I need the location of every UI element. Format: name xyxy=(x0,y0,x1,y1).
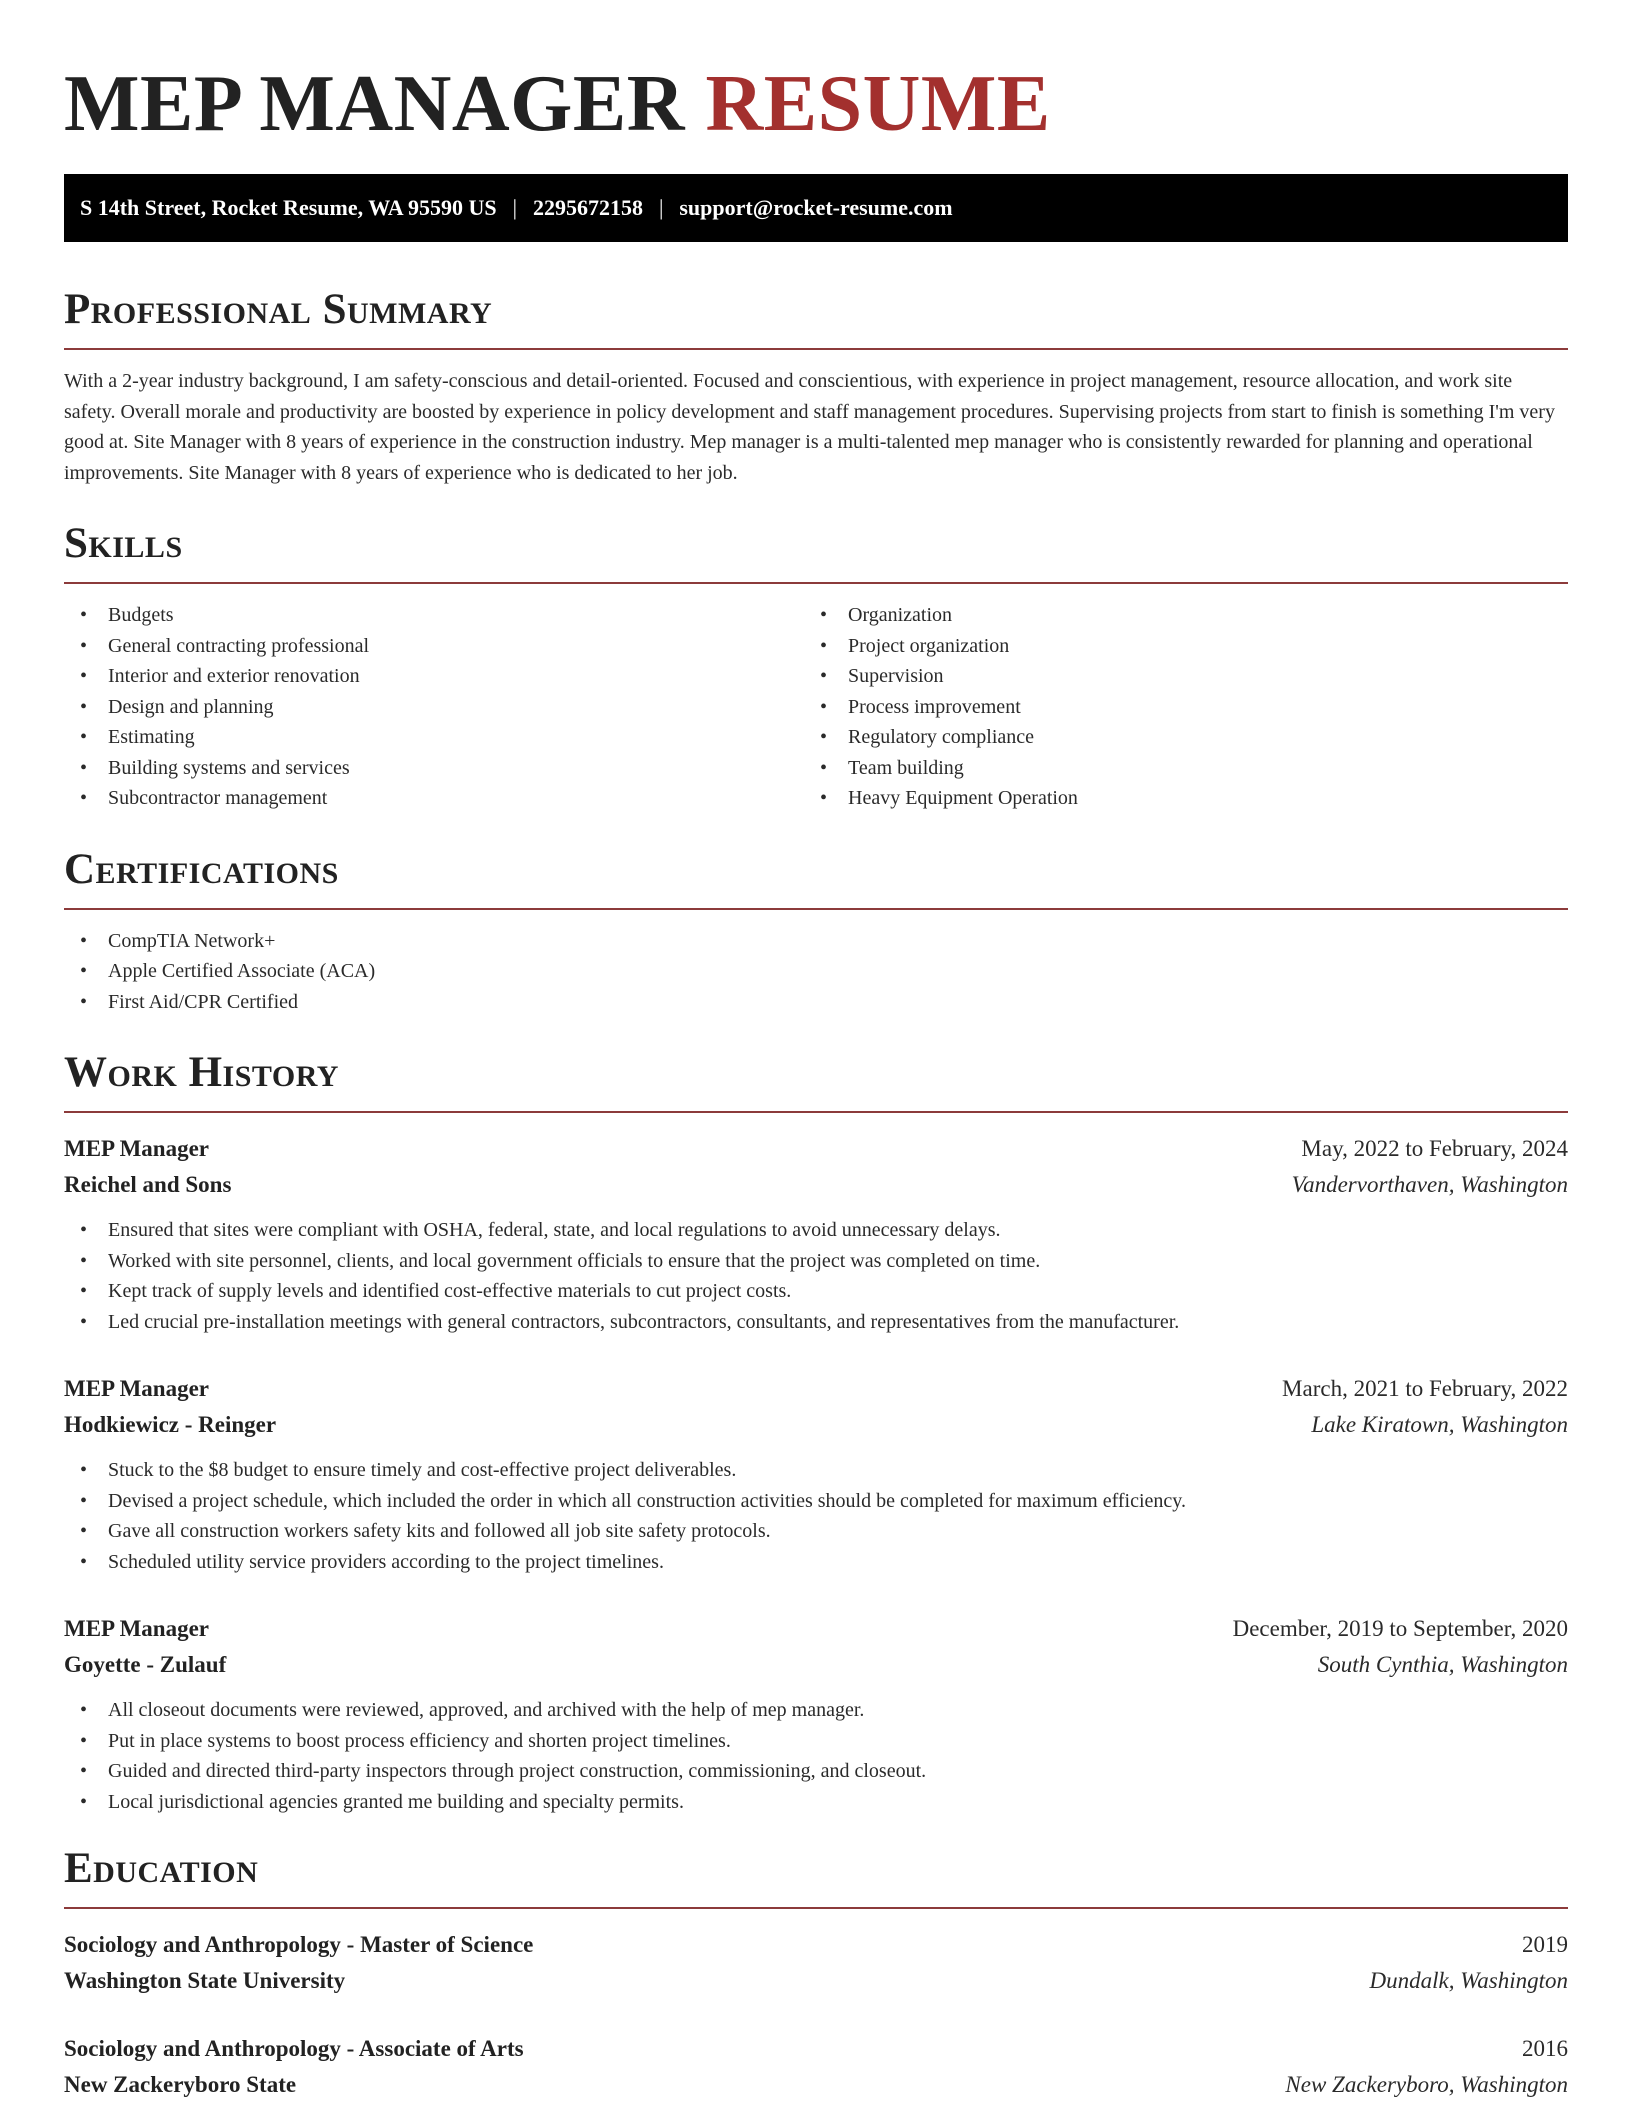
job-company: Hodkiewicz - Reinger xyxy=(64,1412,277,1437)
job-location: Vandervorthaven, Washington xyxy=(1291,1172,1568,1197)
education-school: Washington State University xyxy=(64,1968,346,1993)
job-header-row xyxy=(64,1611,1568,1647)
job-role: MEP Manager xyxy=(64,1376,209,1401)
education-degree-row xyxy=(64,2031,1568,2067)
job-duties xyxy=(64,1695,1568,1817)
title-main: MEP MANAGER xyxy=(64,60,686,148)
skill-item: • Heavy Equipment Operation xyxy=(804,783,1544,814)
job-duty: • Worked with site personnel, clients, and local government officials to ensure that the project was completed on time. xyxy=(64,1246,1568,1277)
section-divider xyxy=(64,908,1568,910)
certifications-heading: Certifications xyxy=(64,845,339,893)
certification-item: • Apple Certified Associate (ACA) xyxy=(64,956,1568,987)
job-dates: December, 2019 to September, 2020 xyxy=(1232,1616,1568,1641)
job-company: Goyette - Zulauf xyxy=(64,1652,227,1677)
skill-item: • Building systems and services xyxy=(64,753,804,784)
job-duty: • Stuck to the $8 budget to ensure timely and cost-effective project deliverables. xyxy=(64,1455,1568,1486)
section-divider xyxy=(64,582,1568,584)
education-degree: Sociology and Anthropology - Associate of Arts xyxy=(64,2036,524,2061)
skill-item: • Process improvement xyxy=(804,692,1544,723)
education-entry xyxy=(64,1927,1568,1999)
summary-heading: Professional Summary xyxy=(64,286,493,333)
skills-list-left xyxy=(64,600,804,814)
education-year: 2019 xyxy=(1522,1932,1568,1957)
certifications-list xyxy=(64,926,1568,1018)
section-divider xyxy=(64,1907,1568,1909)
job-duty: • Put in place systems to boost process efficiency and shorten project timelines. xyxy=(64,1726,1568,1757)
job-entry xyxy=(64,1611,1568,1817)
skill-item: • Budgets xyxy=(64,600,804,631)
education-entry xyxy=(64,2031,1568,2103)
skills-list-right xyxy=(804,600,1544,814)
job-duty: • Gave all construction workers safety kits and followed all job site safety protocols. xyxy=(64,1516,1568,1547)
education-location: New Zackeryboro, Washington xyxy=(1285,2072,1568,2097)
skills-columns xyxy=(64,600,1568,814)
contact-separator: | xyxy=(658,195,664,220)
skill-item: • Estimating xyxy=(64,722,804,753)
skills-heading: Skills xyxy=(64,520,183,567)
resume-title xyxy=(64,58,1568,150)
job-company-row xyxy=(64,1407,1568,1443)
work-history-heading: Work History xyxy=(64,1049,339,1096)
skill-item: • General contracting professional xyxy=(64,631,804,662)
education-year: 2016 xyxy=(1522,2036,1568,2061)
resume-page xyxy=(64,0,1568,2112)
education-degree: Sociology and Anthropology - Master of Science xyxy=(64,1932,534,1957)
job-location: South Cynthia, Washington xyxy=(1317,1652,1568,1677)
skill-item: • Organization xyxy=(804,600,1544,631)
job-duty: • Guided and directed third-party inspectors through project construction, commissioning, and closeout. xyxy=(64,1756,1568,1787)
job-role: MEP Manager xyxy=(64,1616,209,1641)
skill-item: • Project organization xyxy=(804,631,1544,662)
certification-item: • First Aid/CPR Certified xyxy=(64,987,1568,1018)
contact-separator: | xyxy=(512,195,517,220)
job-entry xyxy=(64,1371,1568,1577)
job-company: Reichel and Sons xyxy=(64,1172,232,1197)
job-duties xyxy=(64,1215,1568,1337)
job-header-row xyxy=(64,1371,1568,1407)
job-entry xyxy=(64,1131,1568,1337)
job-duty: • Scheduled utility service providers according to the project timelines. xyxy=(64,1547,1568,1578)
skill-item: • Interior and exterior renovation xyxy=(64,661,804,692)
certification-item: • CompTIA Network+ xyxy=(64,926,1568,957)
job-role: MEP Manager xyxy=(64,1136,209,1161)
job-location: Lake Kiratown, Washington xyxy=(1311,1412,1568,1437)
job-header-row xyxy=(64,1131,1568,1167)
title-accent: RESUME xyxy=(705,60,1051,148)
job-dates: May, 2022 to February, 2024 xyxy=(1301,1136,1568,1161)
contact-phone: 2295672158 xyxy=(532,195,643,220)
summary-text: With a 2-year industry background, I am safety-conscious and detail-oriented. Focused and conscientious, with experience in project management, resource allocation, and work site safety. Overall morale and productivity are boosted by experience in policy development and staff management procedures. Supervising projects from start to finish is something I'm very good at. Site Manager with 8 years of experience in the construction industry. Mep manager is a multi-talented mep manager who is consistently rewarded for planning and operational improvements. Site Manager with 8 years of experience who is dedicated to her job. xyxy=(64,370,1555,484)
section-divider xyxy=(64,348,1568,350)
job-company-row xyxy=(64,1167,1568,1203)
job-dates: March, 2021 to February, 2022 xyxy=(1282,1376,1568,1401)
education-school-row xyxy=(64,1963,1568,1999)
job-duty: • Led crucial pre-installation meetings with general contractors, subcontractors, consultants, and representatives from the manufacturer. xyxy=(64,1307,1568,1338)
education-school: New Zackeryboro State xyxy=(64,2072,297,2097)
skill-item: • Subcontractor management xyxy=(64,783,804,814)
section-divider xyxy=(64,1111,1568,1113)
contact-email: support@rocket-resume.com xyxy=(679,195,953,220)
skill-item: • Team building xyxy=(804,753,1544,784)
skill-item: • Design and planning xyxy=(64,692,804,723)
job-duty: • All closeout documents were reviewed, approved, and archived with the help of mep manager. xyxy=(64,1695,1568,1726)
education-degree-row xyxy=(64,1927,1568,1963)
skill-item: • Supervision xyxy=(804,661,1544,692)
job-duties xyxy=(64,1455,1568,1577)
job-duty: • Local jurisdictional agencies granted me building and specialty permits. xyxy=(64,1787,1568,1818)
education-location: Dundalk, Washington xyxy=(1369,1968,1568,1993)
contact-bar xyxy=(64,174,1568,242)
contact-address: S 14th Street, Rocket Resume, WA 95590 US xyxy=(80,195,497,220)
job-company-row xyxy=(64,1647,1568,1683)
job-duty: • Kept track of supply levels and identified cost-effective materials to cut project costs. xyxy=(64,1276,1568,1307)
skill-item: • Regulatory compliance xyxy=(804,722,1544,753)
job-duty: • Ensured that sites were compliant with OSHA, federal, state, and local regulations to avoid unnecessary delays. xyxy=(64,1215,1568,1246)
education-heading: Education xyxy=(64,1845,259,1892)
education-school-row xyxy=(64,2067,1568,2103)
job-duty: • Devised a project schedule, which included the order in which all construction activities should be completed for maximum efficiency. xyxy=(64,1486,1568,1517)
